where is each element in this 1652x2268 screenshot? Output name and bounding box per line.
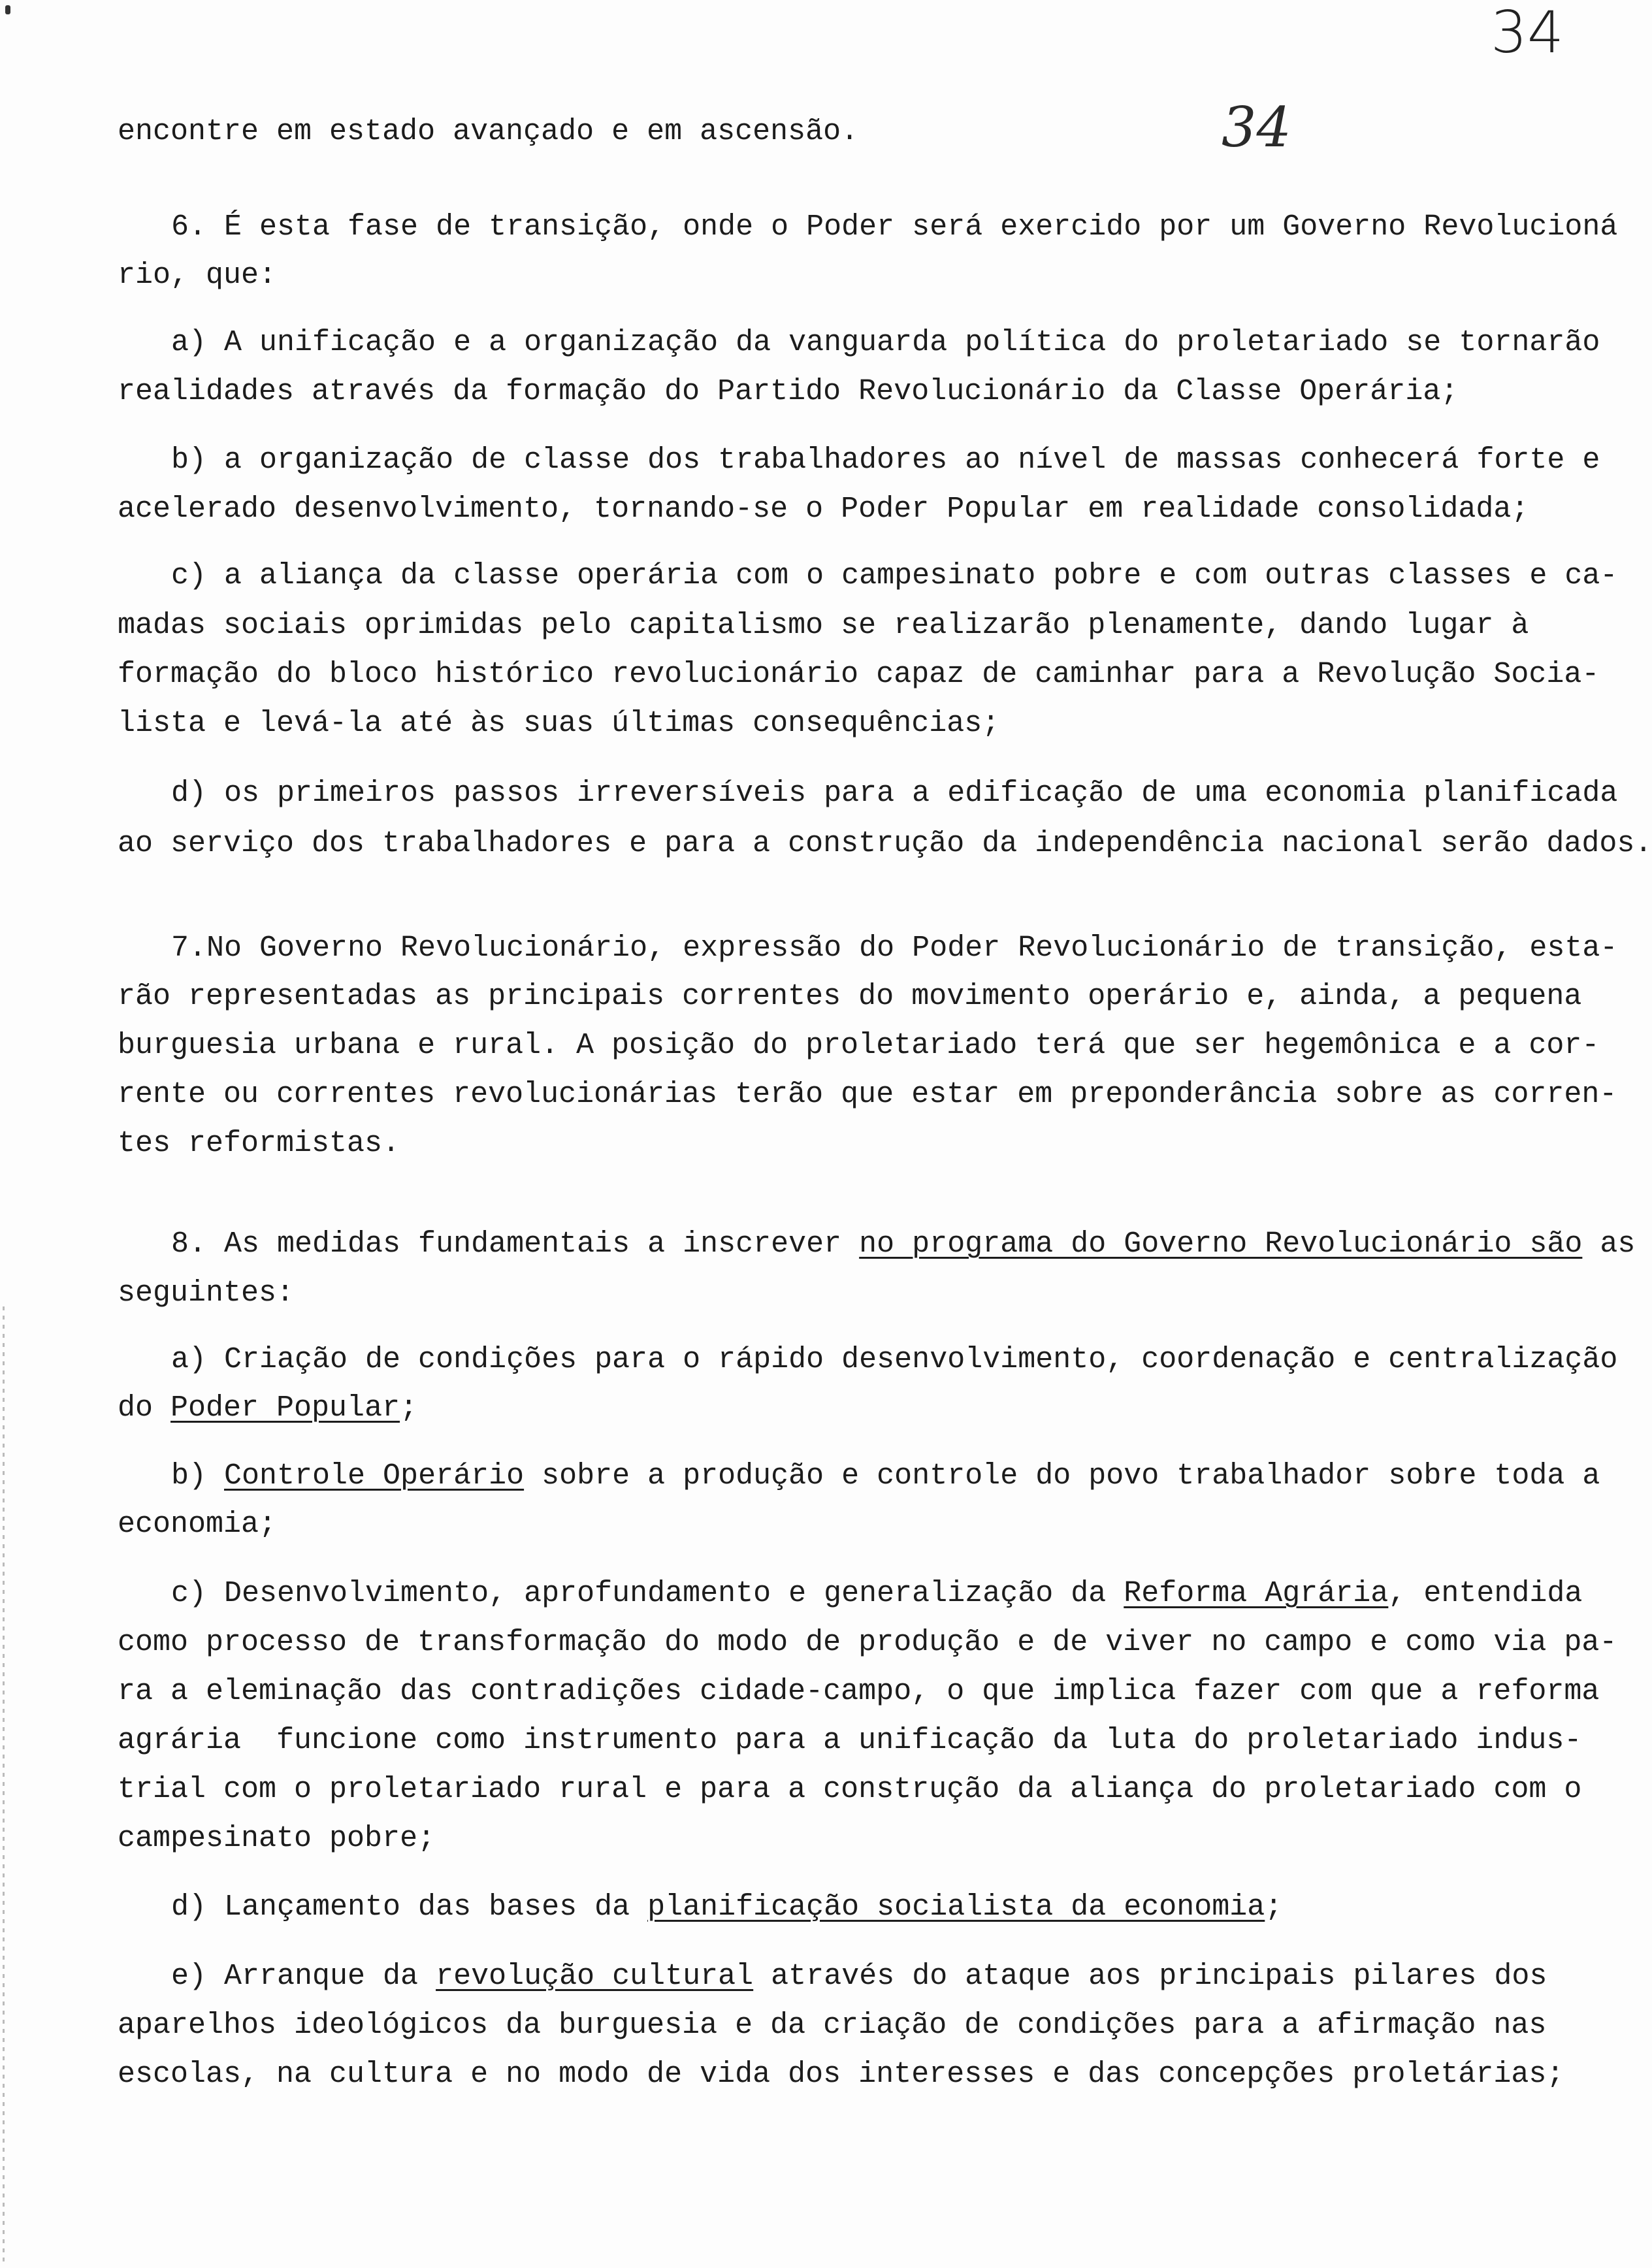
- text-line: a) Criação de condições para o rápido desenvolvimento, coordenação e centralização: [171, 1343, 1618, 1376]
- text-fragment: ;: [400, 1391, 418, 1425]
- text-line: escolas, na cultura e no modo de vida dos interesses e das concepções proletárias;: [118, 2058, 1564, 2091]
- corner-mark: [5, 5, 10, 14]
- text-line: rente ou correntes revolucionárias terão que estar em preponderância sobre as corren-: [118, 1078, 1617, 1111]
- text-line: 7.No Governo Revolucionário, expressão do Poder Revolucionário de transição, esta-: [171, 932, 1618, 965]
- text-fragment: ;: [1265, 1890, 1283, 1924]
- text-line: encontre em estado avançado e em ascensão.: [118, 115, 859, 148]
- text-fragment: do: [118, 1391, 171, 1425]
- text-line: [171, 1225, 1636, 1264]
- text-fragment: d) Lançamento das bases da: [171, 1890, 648, 1924]
- text-fragment: , entendida: [1388, 1577, 1583, 1610]
- text-line: c) a aliança da classe operária com o campesinato pobre e com outras classes e ca-: [171, 559, 1618, 592]
- underlined-text: planificação socialista da economia: [647, 1890, 1265, 1924]
- text-line: [171, 1888, 1582, 1927]
- text-line: como processo de transformação do modo de produção e de viver no campo e como via pa-: [118, 1626, 1617, 1659]
- text-line: economia;: [118, 1508, 277, 1541]
- text-line: agrária funcione como instrumento para a unificação da luta do proletariado indus-: [118, 1724, 1582, 1757]
- page-number: 34: [1491, 0, 1564, 66]
- text-line: rio, que:: [118, 259, 277, 292]
- text-line: ra a eleminação das contradições cidade-campo, o que implica fazer com que a reforma: [118, 1675, 1600, 1708]
- text-line: burguesia urbana e rural. A posição do proletariado terá que ser hegemônica e a cor-: [118, 1029, 1600, 1062]
- underlined-text: Controle Operário: [224, 1459, 525, 1493]
- text-line: [118, 1389, 1529, 1428]
- underlined-text: revolução cultural: [436, 1960, 754, 1993]
- text-line: trial com o proletariado rural e para a construção da aliança do proletariado com o: [118, 1773, 1582, 1806]
- text-line: rão representadas as principais correntes do movimento operário e, ainda, a pequena: [118, 980, 1582, 1013]
- binding-edge: [3, 1306, 5, 2267]
- text-fragment: através do ataque aos principais pilares dos: [753, 1960, 1547, 1993]
- text-fragment: as: [1582, 1227, 1636, 1261]
- text-line: a) A unificação e a organização da vanguarda política do proletariado se tornarão: [171, 326, 1600, 359]
- text-line: lista e levá-la até às suas últimas consequências;: [118, 707, 1000, 740]
- text-line: b) a organização de classe dos trabalhadores ao nível de massas conhecerá forte e: [171, 444, 1600, 477]
- text-line: 6. É esta fase de transição, onde o Poder será exercido por um Governo Revolucioná: [171, 210, 1618, 244]
- handwritten-page-number: 34: [1222, 95, 1291, 159]
- text-fragment: c) Desenvolvimento, aprofundamento e generalização da: [171, 1577, 1124, 1610]
- text-line: [171, 1457, 1600, 1496]
- text-line: formação do bloco histórico revolucionário capaz de caminhar para a Revolução Socia-: [118, 658, 1600, 691]
- text-line: madas sociais oprimidas pelo capitalismo se realizarão plenamente, dando lugar à: [118, 609, 1529, 642]
- text-line: [171, 1574, 1582, 1613]
- underlined-text: no programa do Governo Revolucionário são: [859, 1227, 1583, 1261]
- text-fragment: 8. As medidas fundamentais a inscrever: [171, 1227, 860, 1261]
- text-line: seguintes:: [118, 1276, 295, 1310]
- text-line: campesinato pobre;: [118, 1822, 436, 1855]
- underlined-text: Reforma Agrária: [1124, 1577, 1389, 1610]
- text-line: tes reformistas.: [118, 1127, 400, 1160]
- text-line: ao serviço dos trabalhadores e para a construção da independência nacional serão dados.: [118, 827, 1652, 860]
- text-fragment: e) Arranque da: [171, 1960, 436, 1993]
- underlined-text: Poder Popular: [170, 1391, 400, 1425]
- text-fragment: b): [171, 1459, 225, 1493]
- text-line: d) os primeiros passos irreversíveis para a edificação de uma economia planificada: [171, 777, 1618, 810]
- text-line: realidades através da formação do Partido Revolucionário da Classe Operária;: [118, 375, 1459, 408]
- text-line: acelerado desenvolvimento, tornando-se o Poder Popular em realidade consolidada;: [118, 493, 1529, 526]
- text-fragment: sobre a produção e controle do povo trabalhador sobre toda a: [524, 1459, 1600, 1493]
- text-line: aparelhos ideológicos da burguesia e da criação de condições para a afirmação nas: [118, 2009, 1547, 2042]
- text-line: [171, 1957, 1582, 1996]
